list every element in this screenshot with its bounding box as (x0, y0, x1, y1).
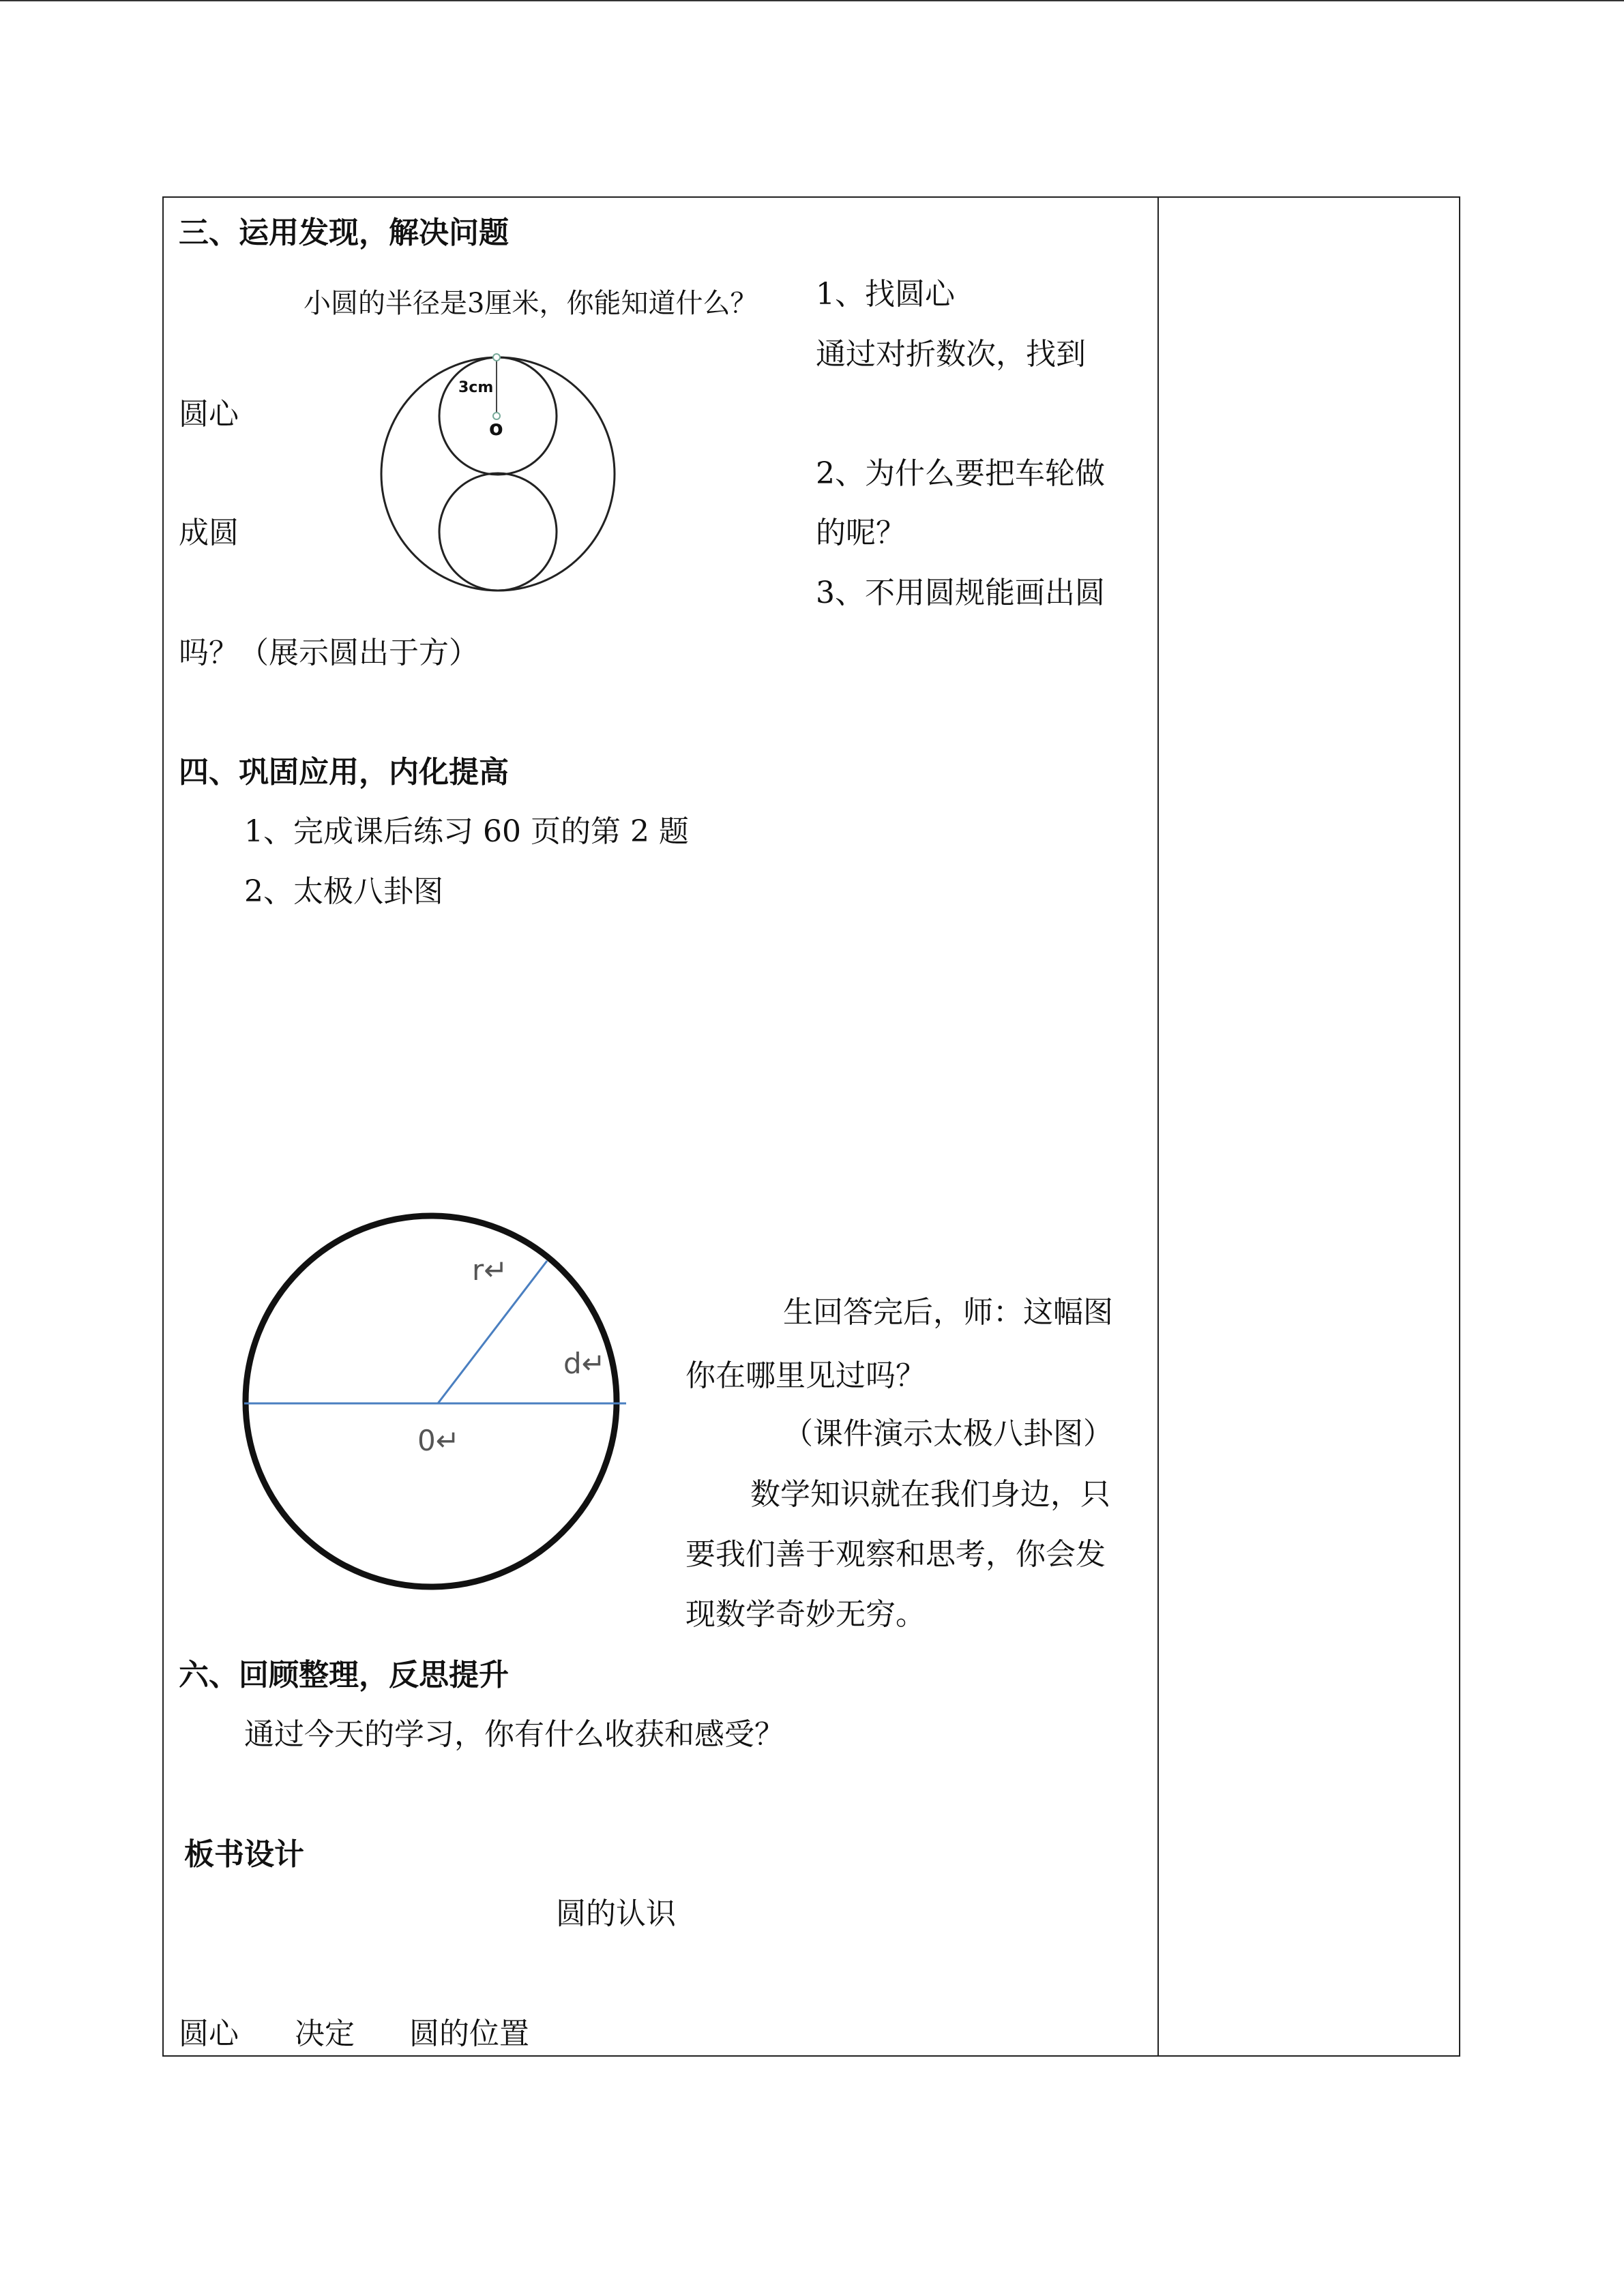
lesson-table (162, 196, 1460, 2057)
radius-label: 3cm (458, 379, 494, 396)
board-title: 圆的认识 (556, 1896, 676, 1931)
figure-caption: 小圆的半径是3厘米，你能知道什么？ (304, 288, 758, 319)
side-text-3a: 数学知识就在我们身边，只 (750, 1477, 1110, 1512)
section-3-heading: 三、运用发现，解决问题 (179, 215, 509, 250)
section-6-text: 通过今天的学习，你有什么收获和感受？ (244, 1717, 784, 1752)
question-1-cont: 通过对折数次，找到 (816, 337, 1086, 372)
question-3: 3、不用圆规能画出圆 (816, 576, 1105, 610)
left-col-line-1: 圆心 (179, 397, 239, 432)
practice-item-1: 1、完成课后练习 60 页的第 2 题 (244, 814, 689, 849)
board-row-c: 圆的位置 (409, 2016, 529, 2051)
side-text-3c: 现数学奇妙无穷。 (685, 1597, 926, 1632)
side-text-1b: 你在哪里见过吗？ (685, 1358, 926, 1393)
side-text-2: （课件演示太极八卦图） (783, 1416, 1113, 1451)
center-0-label: 0↵ (417, 1424, 460, 1457)
left-col-line-3: 吗？（展示圆出于方） (179, 636, 479, 670)
nested-circles-figure (375, 348, 621, 600)
radius-r-label: r↵ (472, 1253, 508, 1287)
diameter-d-label: d↵ (563, 1347, 606, 1380)
section-4-heading: 四、巩固应用，内化提高 (179, 755, 509, 790)
lower-small-circle (439, 473, 557, 591)
section-6-heading: 六、回顾整理，反思提升 (179, 1658, 509, 1693)
radius-top-dot (493, 354, 500, 361)
left-col-line-2: 成圆 (179, 516, 239, 550)
column-divider (1157, 196, 1159, 2057)
question-1: 1、找圆心 (816, 277, 955, 312)
circle-radius-diameter-figure (239, 1210, 628, 1592)
practice-item-2: 2、太极八卦图 (244, 874, 443, 909)
side-text-1a: 生回答完后，师：这幅图 (783, 1295, 1113, 1330)
board-row-a: 圆心 (179, 2016, 239, 2051)
outer-circle (246, 1216, 617, 1587)
question-2-cont: 的呢？ (816, 516, 906, 550)
center-label: o (489, 417, 503, 441)
board-row-b: 决定 (295, 2016, 355, 2051)
page-top-border (0, 0, 1624, 1)
question-2: 2、为什么要把车轮做 (816, 456, 1105, 491)
side-text-3b: 要我们善于观察和思考，你会发 (685, 1537, 1106, 1572)
board-design-heading: 板书设计 (184, 1837, 304, 1872)
